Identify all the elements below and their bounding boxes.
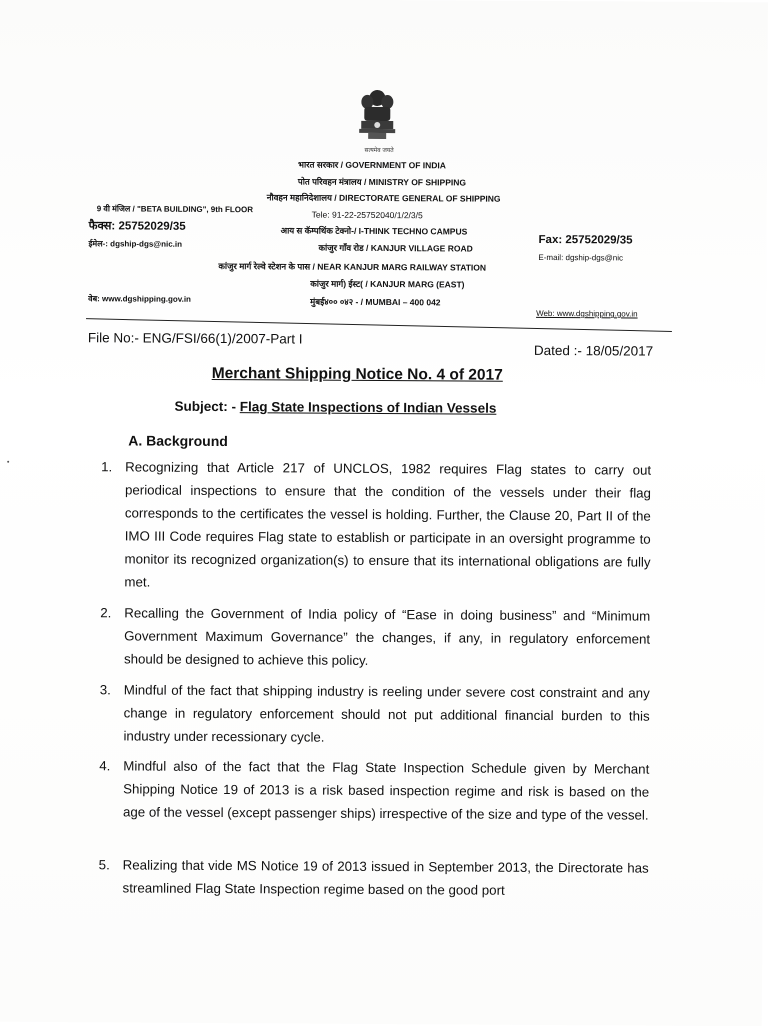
email-hindi: ईमेल-: dgship-dgs@nic.in xyxy=(88,239,183,249)
scan-speck xyxy=(7,461,9,463)
paragraph-number: 5. xyxy=(98,857,110,873)
email-english: E-mail: dgship-dgs@nic xyxy=(538,252,624,263)
campus-line: आय स कॅम्पथिंक टेक्नो-/ I-THINK TECHNO CAMPUS xyxy=(280,225,468,237)
paragraph-number: 4. xyxy=(99,758,111,774)
station-line: कांजुर मार्ग रेल्वे स्टेशन के पास / NEAR KANJUR MARG RAILWAY STATION xyxy=(218,260,487,273)
emblem-motto: सत्यमेव जयते xyxy=(364,147,394,155)
paragraph-1 xyxy=(100,455,651,596)
paragraph-text: Recognizing that Article 217 of UNCLOS, 1982 requires Flag states to carry out periodical inspections to ensure that the condition of the vessels under their flag corresponds to the certificates the vessel is holding. Further, the Clause 20, Part II of the IMO III Code requires Flag state to establish or participate in an oversight programme to monitor its recognized organization(s) to ensure that its international obligations are fully met. xyxy=(124,459,652,590)
paragraph-text: Mindful also of the fact that the Flag State Inspection Schedule given by Merchant Shipping Notice 19 of 2013 is a risk based inspection regime and risk is based on the age of the vessel (except passenger ships) irrespective of the size and type of the vessel. xyxy=(122,758,650,823)
paragraph-text: Recalling the Government of India policy of “Ease in doing business” and “Minimum Government Maximum Governance” the changes, if any, in regulatory enforcement should be designed to achieve this policy. xyxy=(123,605,651,668)
tele-line: Tele: 91-22-25752040/1/2/3/5 xyxy=(311,209,423,221)
gov-line: भारत सरकार / GOVERNMENT OF INDIA xyxy=(297,159,446,171)
paragraph-3 xyxy=(99,678,649,750)
date-line: Dated :- 18/05/2017 xyxy=(533,342,654,359)
paragraph-text: Mindful of the fact that shipping industry is reeling under severe cost constraint and any change in regulatory enforcement should not put additional financial burden to this industry under recessionary cycle. xyxy=(123,682,650,745)
east-line: कांजुर मार्ग) ईस्ट( / KANJUR MARG (EAST) xyxy=(310,278,465,290)
paragraph-4 xyxy=(99,754,649,826)
paragraph-number: 1. xyxy=(101,459,113,475)
fax-hindi: फैक्स: 25752029/35 xyxy=(88,220,186,233)
paragraph-text: Realizing that vide MS Notice 19 of 2013 issued in September 2013, the Directorate has streamlined Flag State Inspection regime based on the good port xyxy=(122,857,649,898)
web-hindi: वेब: www.dgshipping.gov.in xyxy=(88,294,191,304)
national-emblem-icon xyxy=(354,88,400,146)
paragraph-5 xyxy=(99,853,649,902)
directorate-line: नौवहन महानिदेशालय / DIRECTORATE GENERAL OF SHIPPING xyxy=(266,192,501,204)
mumbai-line: मुंबई४०० ०४२ - / MUMBAI – 400 042 xyxy=(310,296,441,308)
paragraph-number: 2. xyxy=(100,605,112,621)
fax-english: Fax: 25752029/35 xyxy=(538,233,633,247)
paragraph-2 xyxy=(100,601,650,673)
paragraph-number: 3. xyxy=(99,682,111,698)
web-english: Web: www.dgshipping.gov.in xyxy=(536,308,638,319)
ministry-line: पोत परिवहन मंत्रालय / MINISTRY OF SHIPPING xyxy=(297,176,467,188)
notice-title: Merchant Shipping Notice No. 4 of 2017 xyxy=(211,364,503,384)
subject-text: Flag State Inspections of Indian Vessels xyxy=(239,399,497,416)
section-heading: A. Background xyxy=(128,432,228,450)
file-number: File No:- ENG/FSI/66(1)/2007-Part I xyxy=(87,330,303,347)
road-line: कांजुर गाँव रोड / KANJUR VILLAGE ROAD xyxy=(318,242,473,254)
subject-line xyxy=(174,399,496,416)
floor-line: 9 वी मंजिल / "BETA BUILDING", 9th FLOOR xyxy=(96,204,254,215)
subject-label: Subject: - xyxy=(174,398,237,415)
